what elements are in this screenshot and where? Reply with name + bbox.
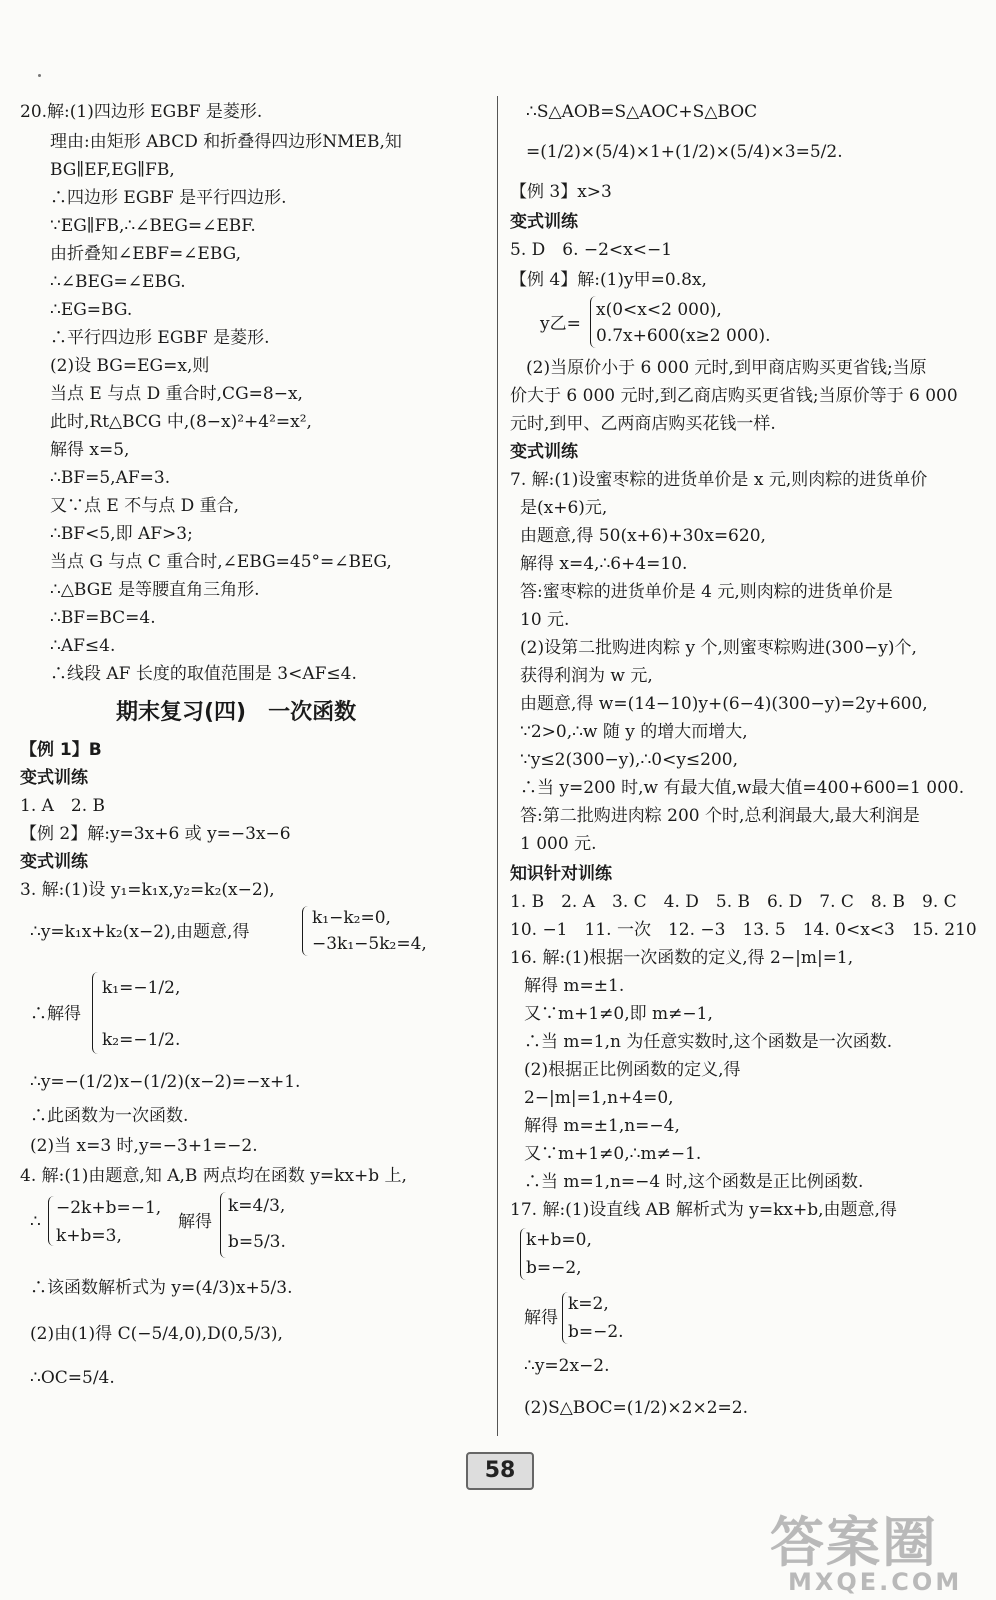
watermark-logo bbox=[770, 1500, 980, 1600]
text-line: BG∥EF,EG∥FB, bbox=[50, 160, 175, 180]
text-line: 答:第二批购进肉粽 200 个时,总利润最大,最大利润是 bbox=[520, 806, 920, 826]
text-line: ∴y=−(1/2)x−(1/2)(x−2)=−x+1. bbox=[30, 1072, 301, 1092]
text-line: ∵2>0,∴w 随 y 的增大而增大, bbox=[520, 722, 748, 742]
text-line: 1 000 元. bbox=[520, 834, 597, 854]
text-line: (2)设第二批购进肉粽 y 个,则蜜枣粽购进(300−y)个, bbox=[520, 638, 917, 658]
equation-line: k=4/3, bbox=[228, 1196, 286, 1216]
subheading: 变式训练 bbox=[20, 768, 88, 788]
text-line: (2)当 x=3 时,y=−3+1=−2. bbox=[30, 1136, 258, 1156]
text-line: 4. 解:(1)由题意,知 A,B 两点均在函数 y=kx+b 上, bbox=[20, 1166, 407, 1186]
example-heading: 【例 4】解:(1)y甲=0.8x, bbox=[510, 270, 707, 290]
text-line: ∴ bbox=[30, 1212, 41, 1232]
equation-line: b=−2, bbox=[526, 1258, 582, 1278]
text-line: 7. 解:(1)设蜜枣粽的进货单价是 x 元,则肉粽的进货单价 bbox=[510, 470, 928, 490]
answer-row: 1. B 2. A 3. C 4. D 5. B 6. D 7. C 8. B 9. C bbox=[510, 892, 957, 912]
text-line: ∴△BGE 是等腰直角三角形. bbox=[50, 580, 260, 600]
equation-line: x(0<x<2 000), bbox=[596, 300, 722, 320]
equation-line: k₂=−1/2. bbox=[102, 1030, 181, 1050]
page-speck bbox=[38, 74, 41, 77]
text-line: 由折叠知∠EBF=∠EBG, bbox=[50, 244, 242, 264]
text-line: ∴该函数解析式为 y=(4/3)x+5/3. bbox=[30, 1278, 293, 1298]
left-column bbox=[20, 100, 488, 1460]
subheading: 变式训练 bbox=[20, 852, 88, 872]
text-line: ∴∠BEG=∠EBG. bbox=[50, 272, 186, 292]
brace bbox=[48, 1196, 55, 1246]
text-line: (2)由(1)得 C(−5/4,0),D(0,5/3), bbox=[30, 1324, 283, 1344]
text-line: 又∵点 E 不与点 D 重合, bbox=[50, 496, 240, 516]
text-line: 解得 m=±1,n=−4, bbox=[524, 1116, 680, 1136]
equation-line: k=2, bbox=[568, 1294, 609, 1314]
equation-line: −2k+b=−1, bbox=[56, 1198, 162, 1218]
column-divider bbox=[497, 96, 498, 1436]
watermark-url: MXQE.COM bbox=[788, 1568, 963, 1596]
text-line: ∴BF=BC=4. bbox=[50, 608, 156, 628]
text-line: 解得 bbox=[524, 1308, 558, 1328]
text-line: 又∵m+1≠0,∴m≠−1. bbox=[524, 1144, 702, 1164]
text-line: 1. A 2. B bbox=[20, 796, 106, 816]
text-line: ∴y=2x−2. bbox=[524, 1356, 610, 1376]
text-line: 5. D 6. −2<x<−1 bbox=[510, 240, 673, 260]
text-line: ∴四边形 EGBF 是平行四边形. bbox=[50, 188, 287, 208]
text-line: 又∵m+1≠0,即 m≠−1, bbox=[524, 1004, 713, 1024]
text-line: ∴AF≤4. bbox=[50, 636, 116, 656]
equation-line: k₁=−1/2, bbox=[102, 978, 181, 998]
text-line: ∴EG=BG. bbox=[50, 300, 133, 320]
equation-line: k+b=0, bbox=[526, 1230, 592, 1250]
brace bbox=[302, 906, 309, 956]
text-line: 价大于 6 000 元时,到乙商店购买更省钱;当原价等于 6 000 bbox=[510, 386, 958, 406]
text-line: 解得 bbox=[178, 1212, 212, 1232]
equation-line: k₁−k₂=0, bbox=[312, 908, 391, 928]
text-line: 解得 x=4,∴6+4=10. bbox=[520, 554, 688, 574]
text-line: 由题意,得 w=(14−10)y+(6−4)(300−y)=2y+600, bbox=[520, 694, 928, 714]
text-line: ∴BF=5,AF=3. bbox=[50, 468, 171, 488]
equation-line: b=−2. bbox=[568, 1322, 624, 1342]
section-title: 期末复习(四) 一次函数 bbox=[116, 700, 357, 725]
text-line: 2−|m|=1,n+4=0, bbox=[524, 1088, 674, 1108]
equation-line: −3k₁−5k₂=4, bbox=[312, 934, 427, 954]
text-line: 是(x+6)元, bbox=[520, 498, 608, 518]
text-line: ∴当 y=200 时,w 有最大值,w最大值=400+600=1 000. bbox=[520, 778, 965, 798]
answer-row: 10. −1 11. 一次 12. −3 13. 5 14. 0<x<3 15. 210 bbox=[510, 920, 977, 940]
brace bbox=[92, 972, 99, 1054]
text-line: 解得 x=5, bbox=[50, 440, 130, 460]
text-line: 当点 E 与点 D 重合时,CG=8−x, bbox=[50, 384, 303, 404]
text-line: 由题意,得 50(x+6)+30x=620, bbox=[520, 526, 766, 546]
text-line: 20.解:(1)四边形 EGBF 是菱形. bbox=[20, 102, 263, 122]
text-line: =(1/2)×(5/4)×1+(1/2)×(5/4)×3=5/2. bbox=[526, 142, 843, 162]
text-line: 当点 G 与点 C 重合时,∠EBG=45°=∠BEG, bbox=[50, 552, 392, 572]
text-line: ∴OC=5/4. bbox=[30, 1368, 115, 1388]
text-line: ∴y=k₁x+k₂(x−2),由题意,得 bbox=[30, 922, 250, 942]
example-heading: 【例 3】x>3 bbox=[510, 182, 612, 202]
text-line: y乙= bbox=[540, 314, 581, 334]
text-line: ∴S△AOB=S△AOC+S△BOC bbox=[526, 102, 758, 122]
text-line: ∴平行四边形 EGBF 是菱形. bbox=[50, 328, 270, 348]
text-line: 此时,Rt△BCG 中,(8−x)²+4²=x², bbox=[50, 412, 312, 432]
text-line: (2)S△BOC=(1/2)×2×2=2. bbox=[524, 1398, 749, 1418]
text-line: 元时,到甲、乙两商店购买花钱一样. bbox=[510, 414, 776, 434]
equation-line: k+b=3, bbox=[56, 1226, 122, 1246]
example-heading: 【例 1】B bbox=[20, 740, 102, 760]
text-line: (2)当原价小于 6 000 元时,到甲商店购买更省钱;当原 bbox=[526, 358, 927, 378]
equation-line: 0.7x+600(x≥2 000). bbox=[596, 326, 771, 346]
text-line: 16. 解:(1)根据一次函数的定义,得 2−|m|=1, bbox=[510, 948, 854, 968]
example-heading: 【例 2】解:y=3x+6 或 y=−3x−6 bbox=[20, 824, 291, 844]
text-line: (2)根据正比例函数的定义,得 bbox=[524, 1060, 741, 1080]
text-line: (2)设 BG=EG=x,则 bbox=[50, 356, 210, 376]
text-line: ∴当 m=1,n 为任意实数时,这个函数是一次函数. bbox=[524, 1032, 893, 1052]
watermark-text: 答案圈 bbox=[770, 1511, 938, 1574]
subheading: 知识针对训练 bbox=[510, 864, 612, 884]
text-line: 获得利润为 w 元, bbox=[520, 666, 653, 686]
text-line: ∴线段 AF 长度的取值范围是 3<AF≤4. bbox=[50, 664, 357, 684]
subheading: 变式训练 bbox=[510, 442, 578, 462]
equation-line: b=5/3. bbox=[228, 1232, 286, 1252]
right-column bbox=[510, 100, 980, 1460]
text-line: 3. 解:(1)设 y₁=k₁x,y₂=k₂(x−2), bbox=[20, 880, 275, 900]
brace bbox=[220, 1192, 227, 1258]
text-line: ∵y≤2(300−y),∴0<y≤200, bbox=[520, 750, 739, 770]
text-line: ∴BF<5,即 AF>3; bbox=[50, 524, 193, 544]
text-line: 答:蜜枣粽的进货单价是 4 元,则肉粽的进货单价是 bbox=[520, 582, 893, 602]
text-line: ∴当 m=1,n=−4 时,这个函数是正比例函数. bbox=[524, 1172, 864, 1192]
subheading: 变式训练 bbox=[510, 212, 578, 232]
text-line: 理由:由矩形 ABCD 和折叠得四边形NMEB,知 bbox=[50, 132, 402, 152]
text-line: 17. 解:(1)设直线 AB 解析式为 y=kx+b,由题意,得 bbox=[510, 1200, 897, 1220]
text-line: ∴此函数为一次函数. bbox=[30, 1106, 189, 1126]
text-line: ∵EG∥FB,∴∠BEG=∠EBF. bbox=[50, 216, 256, 236]
page-number: 58 bbox=[466, 1452, 534, 1490]
text-line: 10 元. bbox=[520, 610, 570, 630]
text-line: ∴解得 bbox=[30, 1004, 81, 1024]
text-line: 解得 m=±1. bbox=[524, 976, 625, 996]
